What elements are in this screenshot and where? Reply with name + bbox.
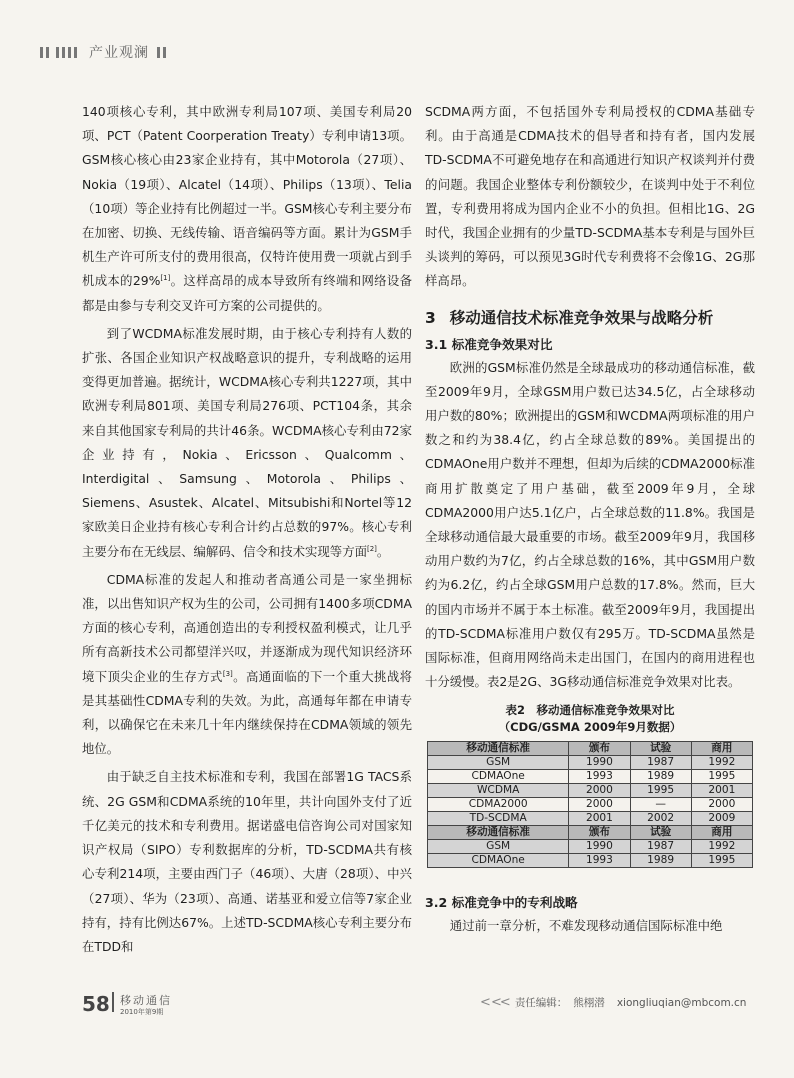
citation: [2] — [366, 544, 377, 553]
editor-credit: < << 责任编辑： 熊栩潜 xiongliuqian@mbcom.cn — [480, 995, 747, 1010]
editor-email[interactable]: xiongliuqian@mbcom.cn — [616, 996, 747, 1009]
standards-table — [427, 741, 753, 868]
left-column — [82, 100, 412, 959]
table-row: CDMA2000 2000 — 2000 — [428, 798, 753, 812]
header-ornament-icon — [40, 47, 81, 58]
table-header-row: 移动通信标准 颁布 试验 商用 — [428, 826, 753, 840]
page-header — [40, 40, 166, 64]
right-column — [425, 100, 755, 939]
footer-divider — [112, 992, 114, 1012]
paragraph: 140项核心专利，其中欧洲专利局107项、美国专利局20项、PCT（Patent Coorperation Treaty）专利申请13项。GSM核心核心由23家企业持有，其中Motorola（27项）、Nokia（19项）、Alcatel（14项）、Philips（13项）、Telia （10项）等企业持有比例超过一半。GSM核心专利主要分布在加密、切换、无线传输、语音编码等方面。累计为GSM手机生产许可所支付的费用很高，仅特许使用费一项就占到手机成本的29%[1]。这样高昂的成本导致所有终端和网络设备都是由参与专利交叉许可方案的公司提供的。 — [82, 104, 412, 313]
table-row: WCDMA 2000 1995 2001 — [428, 784, 753, 798]
citation: [1] — [160, 274, 171, 283]
table-row: GSM 1990 1987 1992 — [428, 756, 753, 770]
paragraph: SCDMA两方面，不包括国外专利局授权的CDMA基础专利。由于高通是CDMA技术的倡导者和持有者，国内发展TD-SCDMA不可避免地存在和高通进行知识产权谈判并付费的问题。我国企业整体专利份额较少，在谈判中处于不利位置，专利费用将成为国内企业不小的负担。但相比1G、2G时代，我国企业拥有的少量TD-SCDMA基本专利是与国外巨头谈判的筹码，可以预见3G时代专利费将不会像1G、2G那样高昂。 — [425, 104, 755, 289]
page-number: 58 — [82, 992, 110, 1016]
section-heading: 3 移动通信技术标准竞争效果与战略分析 — [425, 308, 714, 327]
table-caption: 表2 移动通信标准竞争效果对比 （CDG/GSMA 2009年9月数据） — [498, 703, 682, 735]
paragraph: 到了WCDMA标准发展时期，由于核心专利持有人数的扩张、各国企业知识产权战略意识的提升，专利战略的运用变得更加普遍。据统计，WCDMA核心专利共1227项，其中欧洲专利局801项、美国专利局276项、PCT104条，其余来自其他国家专利局的共计46条。WCDMA核心专利由72家企业持有，Nokia、Ericsson、Qualcomm、Interdigital、Samsung、Motorola、Philips、Siemens、Asustek、Alcatel、Mitsubishi和Nortel等12家欧美日企业持有核心专利合计约占总数的97%。核心专利主要分布在无线层、编解码、信令和技术实现等方面[2]。 — [82, 325, 412, 559]
paragraph: 通过前一章分析，不难发现移动通信国际标准中绝 — [449, 918, 723, 934]
subsection-heading: 3.2 标准竞争中的专利战略 — [425, 895, 578, 911]
double-chevron-left-icon: < << — [480, 995, 509, 1010]
table-row: GSM 1990 1987 1992 — [428, 840, 753, 854]
subsection-heading: 3.1 标准竞争效果对比 — [425, 336, 553, 352]
header-title: 产业观澜 — [89, 45, 149, 61]
table-row: TD-SCDMA 2001 2002 2009 — [428, 812, 753, 826]
table-header-row: 移动通信标准 颁布 试验 商用 — [428, 742, 753, 756]
table-row: CDMAOne 1993 1989 1995 — [428, 770, 753, 784]
header-ornament-icon — [157, 47, 166, 58]
magazine-logo: 移动通信 2010年第9期 — [120, 994, 172, 1016]
paragraph: CDMA标准的发起人和推动者高通公司是一家坐拥标准，以出售知识产权为生的公司，公司拥有1400多项CDMA方面的核心专利，高通创造出的专利授权盈利模式，让几乎所有高新技术公司都望洋兴叹，并逐渐成为现代知识经济环境下顶尖企业的生存方式[3]。高通面临的下一个重大挑战将是其基础性CDMA专利的失效。为此，高通每年都在申请专利，以确保它在未来几十年内继续保持在CDMA领域的领先地位。 — [82, 571, 413, 757]
paragraph: 欧洲的GSM标准仍然是全球最成功的移动通信标准，截至2009年9月，全球GSM用户数已达34.5亿，占全球移动用户数的80%；欧洲提出的GSM和WCDMA两项标准的用户数之和约为38.4亿，约占全球总数的89%。美国提出的CDMAOne用户数并不理想，但却为后续的CDMA2000标准商用扩散奠定了用户基础，截至2009年9月，全球CDMA2000用户达5.1亿户，占全球总数的11.8%。我国是全球移动通信最大最重要的市场。截至2009年9月，我国移动用户数约为7亿，约占全球总数的16%，其中GSM用户数约为6.2亿，约占全球GSM用户总数的17.8%。然而，巨大的国内市场并不属于本土标准。截至2009年9月，我国提出的TD-SCDMA标准用户数仅有295万。TD-SCDMA虽然是国际标准，但商用网络尚未走出国门，在国内的商用进程也十分缓慢。表2是2G、3G移动通信标准竞争效果对比表。 — [425, 359, 755, 690]
paragraph: 由于缺乏自主技术标准和专利，我国在部署1G TACS系统、2G GSM和CDMA系统的10年里，共计向国外支付了近千亿美元的技术和专利费用。据诺盛电信咨询公司对国家知识产权局（SIPO）专利数据库的分析，TD-SCDMA共有核心专利214项，主要由西门子（46项）、大唐（28项）、中兴（27项）、华为（23项）、高通、诺基亚和爱立信等7家企业持有，持有比例达67%。上述TD-SCDMA核心专利主要分布在TDD和 — [82, 769, 412, 954]
table-row: CDMAOne 1993 1989 1995 — [428, 854, 753, 868]
citation: [3] — [222, 669, 233, 678]
